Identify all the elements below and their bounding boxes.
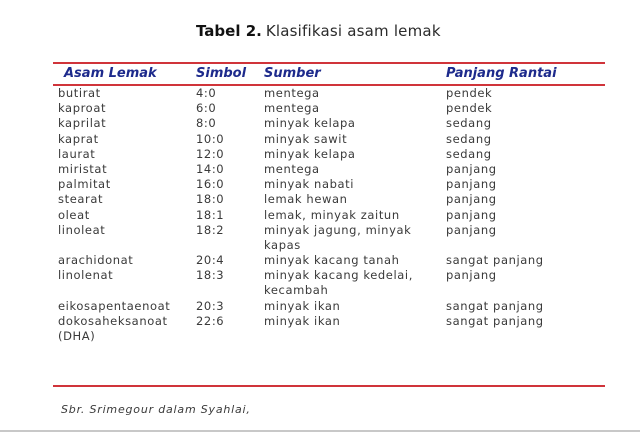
cell-length: sedang <box>446 116 492 131</box>
table-row <box>0 208 640 223</box>
table-row <box>0 162 640 177</box>
table-caption <box>196 22 441 40</box>
cell-name: stearat <box>58 192 104 207</box>
cell-source: minyak kelapa <box>264 116 356 131</box>
table-row <box>0 177 640 192</box>
caption-label: Tabel 2. <box>196 22 262 40</box>
cell-symbol: 16:0 <box>196 177 225 192</box>
table-row <box>0 147 640 162</box>
cell-symbol: 18:1 <box>196 207 225 222</box>
cell-symbol: 18:3 <box>196 268 225 283</box>
table-row <box>0 299 640 314</box>
header-panjang-rantai: Panjang Rantai <box>446 66 557 81</box>
cell-source: lemak, minyak zaitun <box>264 207 400 222</box>
cell-length: sedang <box>446 131 492 146</box>
cell-length: sangat panjang <box>446 298 544 313</box>
cell-source: minyak sawit <box>264 131 348 146</box>
cell-length: panjang <box>446 177 497 192</box>
cell-symbol: 18:2 <box>196 222 225 237</box>
cell-symbol: 12:0 <box>196 146 225 161</box>
cell-length: panjang <box>446 207 497 222</box>
table-row <box>0 116 640 131</box>
cell-symbol: 22:6 <box>196 313 225 328</box>
cell-symbol: 8:0 <box>196 116 217 131</box>
cell-name: palmitat <box>58 177 111 192</box>
cell-name: kaproat <box>58 101 107 116</box>
cell-source: minyak kacang kedelai, kecambah <box>264 268 413 298</box>
cell-source: minyak kelapa <box>264 146 356 161</box>
cell-symbol: 14:0 <box>196 161 225 176</box>
cell-length: panjang <box>446 192 497 207</box>
cell-name: laurat <box>58 146 96 161</box>
cell-name: dokosaheksanoat (DHA) <box>58 313 168 344</box>
cell-source: mentega <box>264 86 320 100</box>
cell-source: minyak nabati <box>264 177 355 192</box>
header-simbol: Simbol <box>196 66 247 81</box>
cell-length: sedang <box>446 146 492 161</box>
cell-source: minyak kacang tanah <box>264 253 400 268</box>
table-row <box>0 314 640 344</box>
cell-source: minyak ikan <box>264 313 341 328</box>
table-body <box>0 86 640 344</box>
cell-source: minyak jagung, minyak kapas <box>264 222 412 252</box>
table-row <box>0 253 640 268</box>
table-row <box>0 268 640 298</box>
cell-name: butirat <box>58 86 101 100</box>
table-row <box>0 223 640 253</box>
cell-name: miristat <box>58 161 108 176</box>
cell-source: minyak ikan <box>264 298 341 313</box>
cell-name: eikosapentaenoat <box>58 298 171 313</box>
cell-name: arachidonat <box>58 253 134 268</box>
cell-length: panjang <box>446 161 497 176</box>
source-note: Sbr. Srimegour dalam Syahlai, <box>61 403 251 416</box>
table-bottom-rule <box>53 385 605 387</box>
cell-symbol: 10:0 <box>196 131 225 146</box>
table-header <box>0 64 640 84</box>
cell-symbol: 4:0 <box>196 86 217 100</box>
cell-length: sangat panjang <box>446 313 544 328</box>
cell-name: oleat <box>58 207 90 222</box>
cell-length: pendek <box>446 86 493 100</box>
table-row <box>0 192 640 207</box>
cell-symbol: 20:3 <box>196 298 225 313</box>
table-row <box>0 132 640 147</box>
cell-length: sangat panjang <box>446 253 544 268</box>
cell-length: panjang <box>446 222 497 237</box>
cell-length: panjang <box>446 268 497 283</box>
caption-text: Klasifikasi asam lemak <box>265 22 441 40</box>
cell-name: kaprat <box>58 131 99 146</box>
cell-symbol: 20:4 <box>196 253 225 268</box>
cell-name: kaprilat <box>58 116 107 131</box>
cell-source: lemak hewan <box>264 192 348 207</box>
cell-source: mentega <box>264 101 320 116</box>
cell-name: linolenat <box>58 268 114 283</box>
cell-source: mentega <box>264 161 320 176</box>
cell-length: pendek <box>446 101 493 116</box>
cell-symbol: 18:0 <box>196 192 225 207</box>
table-row <box>0 86 640 101</box>
cell-name: linoleat <box>58 222 106 237</box>
header-asam-lemak: Asam Lemak <box>64 66 157 81</box>
header-sumber: Sumber <box>264 66 321 81</box>
table-row <box>0 101 640 116</box>
cell-symbol: 6:0 <box>196 101 217 116</box>
